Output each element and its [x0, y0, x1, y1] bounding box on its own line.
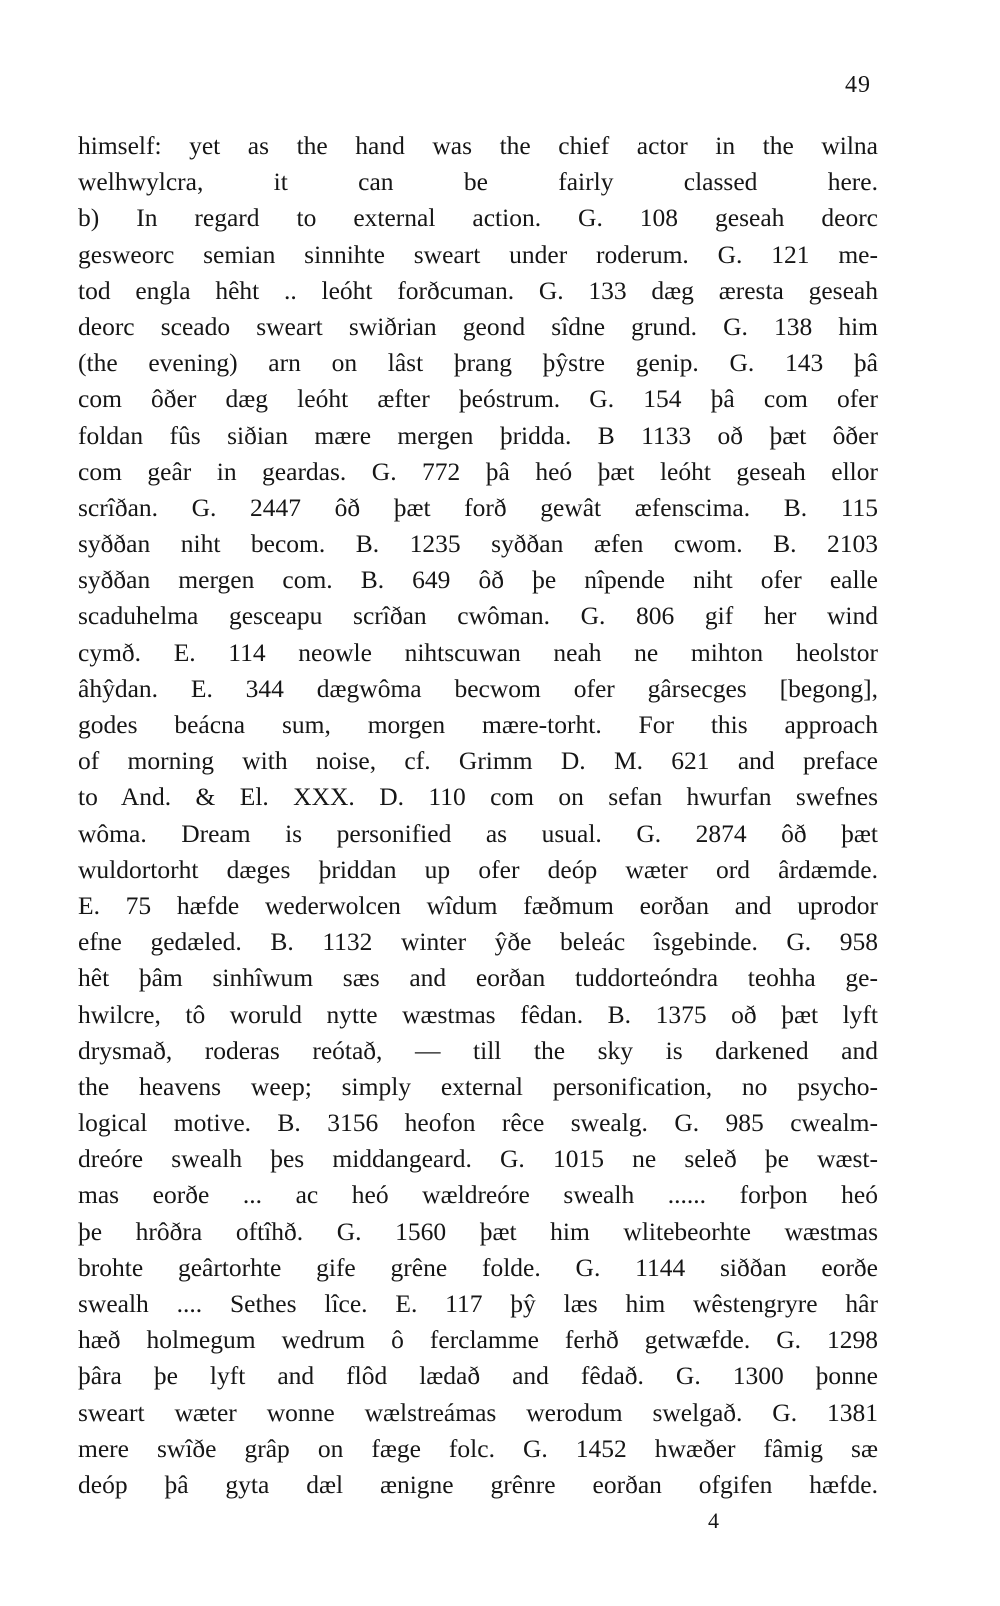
text-line: brohte geârtorhte gife grêne folde. G. 1144 siððan eorðe — [78, 1252, 878, 1282]
text-line: deorc sceado sweart swiðrian geond sîdne grund. G. 138 him — [78, 311, 878, 341]
text-line: E. 75 hæfde wederwolcen wîdum fæðmum eorðan and uprodor — [78, 890, 878, 920]
text-line: dreóre swealh þes middangeard. G. 1015 ne seleð þe wæst- — [78, 1144, 878, 1174]
text-line: wuldortorht dæges þriddan up ofer deóp wæter ord ârdæmde. — [78, 854, 878, 884]
text-line: com ôðer dæg leóht æfter þeóstrum. G. 154 þâ com ofer — [78, 384, 878, 414]
text-line: himself: yet as the hand was the chief actor in the wilna — [78, 131, 878, 160]
text-line: hæð holmegum wedrum ô ferclamme ferhð getwæfde. G. 1298 — [78, 1325, 878, 1355]
text-line: tod engla hêht .. leóht forðcuman. G. 133 dæg æresta geseah — [78, 275, 878, 305]
text-line: scaduhelma gesceapu scrîðan cwôman. G. 806 gif her wind — [78, 601, 878, 631]
text-line: sweart wæter wonne wælstreámas werodum swelgað. G. 1381 — [78, 1397, 878, 1427]
text-line: âhŷdan. E. 344 dægwôma becwom ofer gârsecges [begong], — [78, 673, 878, 703]
text-line: wôma. Dream is personified as usual. G. 2874 ôð þæt — [78, 818, 878, 848]
text-line: scrîðan. G. 2447 ôð þæt forð gewât æfenscima. B. 115 — [78, 492, 878, 522]
text-line: þe hrôðra oftîhð. G. 1560 þæt him wlitebeorhte wæstmas — [78, 1216, 878, 1246]
text-line: efne gedæled. B. 1132 winter ŷðe beleác îsgebinde. G. 958 — [78, 927, 878, 957]
page-number: 49 — [845, 72, 871, 98]
text-line: b) In regard to external action. G. 108 geseah deorc — [78, 203, 878, 233]
text-line: (the evening) arn on lâst þrang þŷstre genip. G. 143 þâ — [78, 348, 878, 378]
text-line: of morning with noise, cf. Grimm D. M. 621 and preface — [78, 746, 878, 776]
text-line: mere swîðe grâp on fæge folc. G. 1452 hwæðer fâmig sæ — [78, 1433, 878, 1463]
body-text — [78, 128, 878, 1503]
text-line: welhwylcra, it can be fairly classed here. — [78, 167, 878, 197]
text-line: mas eorðe ... ac heó wældreóre swealh ...... forþon heó — [78, 1180, 878, 1210]
text-line: syððan mergen com. B. 649 ôð þe nîpende niht ofer ealle — [78, 565, 878, 595]
text-line: deóp þâ gyta dæl ænigne grênre eorðan ofgifen hæfde. — [78, 1469, 878, 1499]
text-line: com geâr in geardas. G. 772 þâ heó þæt leóht geseah ellor — [78, 456, 878, 486]
text-line: gesweorc semian sinnihte sweart under roderum. G. 121 me- — [78, 239, 878, 269]
text-line: hwilcre, tô woruld nytte wæstmas fêdan. B. 1375 oð þæt lyft — [78, 999, 878, 1029]
text-line: swealh .... Sethes lîce. E. 117 þŷ læs him wêstengryre hâr — [78, 1289, 878, 1318]
text-line: the heavens weep; simply external personification, no psycho- — [78, 1071, 878, 1101]
text-line: foldan fûs siðian mære mergen þridda. B 1133 oð þæt ôðer — [78, 420, 878, 450]
text-line: þâra þe lyft and flôd lædað and fêdað. G. 1300 þonne — [78, 1361, 878, 1391]
text-line: cymð. E. 114 neowle nihtscuwan neah ne mihton heolstor — [78, 637, 878, 667]
text-line: to And. & El. XXX. D. 110 com on sefan hwurfan swefnes — [78, 782, 878, 812]
text-line: hêt þâm sinhîwum sæs and eorðan tuddorteóndra teohha ge- — [78, 963, 878, 993]
text-line: logical motive. B. 3156 heofon rêce swealg. G. 985 cwealm- — [78, 1108, 878, 1138]
text-line: drysmað, roderas reótað, — till the sky is darkened and — [78, 1035, 878, 1065]
signature-mark: 4 — [708, 1508, 719, 1533]
text-line: syððan niht becom. B. 1235 syððan æfen cwom. B. 2103 — [78, 529, 878, 559]
text-line: godes beácna sum, morgen mære-torht. For this approach — [78, 710, 878, 739]
